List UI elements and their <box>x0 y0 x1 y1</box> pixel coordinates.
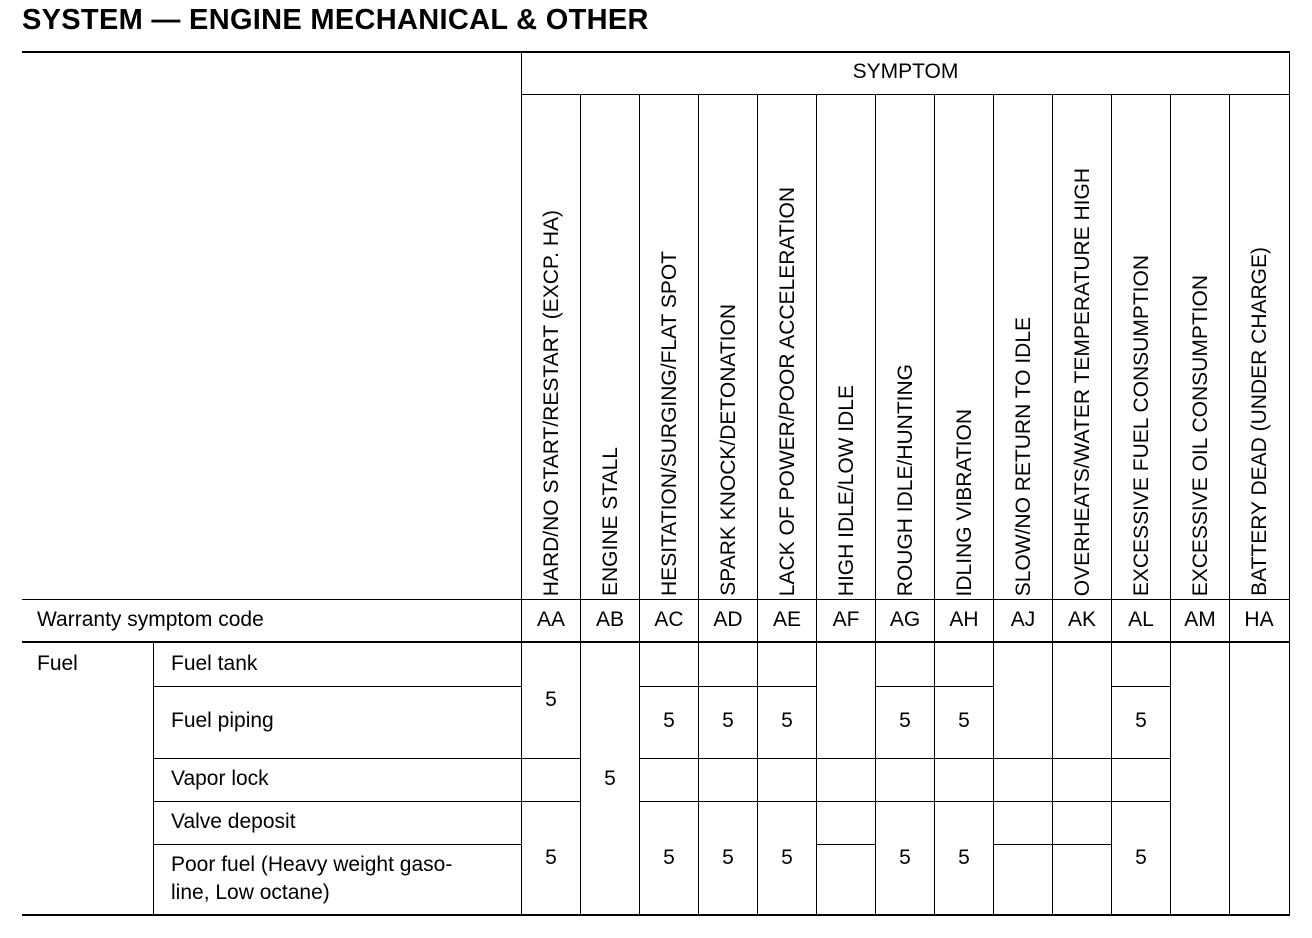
item-fuel-piping: Fuel piping <box>171 709 274 732</box>
cell-line <box>994 801 1111 802</box>
cell-line <box>817 758 875 759</box>
table-bottom-border <box>22 914 1290 916</box>
code-ak: AK <box>1067 608 1096 631</box>
warranty-code-label: Warranty symptom code <box>37 608 264 631</box>
page-title: SYSTEM — ENGINE MECHANICAL & OTHER <box>22 4 649 36</box>
code-ag: AG <box>889 608 921 631</box>
code-ha: HA <box>1244 608 1274 631</box>
symptom-ha: BATTERY DEAD (UNDER CHARGE) <box>1247 247 1271 596</box>
table-top-border <box>22 51 1290 53</box>
code-al: AL <box>1128 608 1154 631</box>
symptom-ac: HESITATION/SURGING/FLAT SPOT <box>657 251 681 596</box>
value-fp-ad: 5 <box>722 709 734 732</box>
col-divider-category <box>153 642 154 915</box>
row-divider-vapor-lock <box>154 801 522 802</box>
cell-line <box>876 758 993 759</box>
item-valve-deposit: Valve deposit <box>171 810 296 833</box>
code-row-top-border <box>22 599 1290 600</box>
value-pf-ah: 5 <box>958 846 970 869</box>
symptom-header: SYMPTOM <box>852 60 959 83</box>
value-fp-al: 5 <box>1135 709 1147 732</box>
item-fuel-tank: Fuel tank <box>171 652 258 675</box>
cell-line <box>817 801 875 802</box>
symptom-ak: OVERHEATS/WATER TEMPERATURE HIGH <box>1070 167 1094 596</box>
symptom-ae: LACK OF POWER/POOR ACCELERATION <box>775 186 799 596</box>
symptom-al: EXCESSIVE FUEL CONSUMPTION <box>1129 254 1153 596</box>
symptom-aj: SLOW/NO RETURN TO IDLE <box>1011 316 1035 596</box>
value-aa-valve-poor: 5 <box>545 846 557 869</box>
symptom-ah: IDLING VIBRATION <box>952 408 976 596</box>
value-ab-span: 5 <box>604 767 616 790</box>
value-pf-ac: 5 <box>663 846 675 869</box>
code-ad: AD <box>713 608 743 631</box>
code-ac: AC <box>654 608 684 631</box>
code-ae: AE <box>772 608 801 631</box>
cell-line <box>640 758 816 759</box>
cell-line <box>522 758 580 759</box>
category-label: Fuel <box>37 652 78 675</box>
code-am: AM <box>1184 608 1216 631</box>
symptom-ag: ROUGH IDLE/HUNTING <box>893 363 917 596</box>
code-ah: AH <box>949 608 979 631</box>
value-pf-al: 5 <box>1135 846 1147 869</box>
item-poor-fuel-line1: Poor fuel (Heavy weight gaso- <box>171 853 453 876</box>
cell-line <box>1112 801 1170 802</box>
code-row-bottom-border <box>22 641 1290 643</box>
value-fp-ac: 5 <box>663 709 675 732</box>
symptom-af: HIGH IDLE/LOW IDLE <box>834 384 858 596</box>
item-vapor-lock: Vapor lock <box>171 767 269 790</box>
value-fp-ae: 5 <box>781 709 793 732</box>
row-divider-valve-deposit <box>154 844 522 845</box>
cell-line <box>1112 686 1170 687</box>
row-divider-fuel-piping <box>154 758 522 759</box>
symptom-header-divider <box>522 94 1290 95</box>
value-pf-ad: 5 <box>722 846 734 869</box>
cell-line <box>522 801 580 802</box>
cell-line <box>817 844 875 845</box>
value-pf-ag: 5 <box>899 846 911 869</box>
value-pf-ae: 5 <box>781 846 793 869</box>
cell-line <box>876 686 993 687</box>
cell-line <box>640 686 816 687</box>
cell-line <box>994 758 1111 759</box>
cell-line <box>876 801 993 802</box>
symptom-ad: SPARK KNOCK/DETONATION <box>716 304 740 596</box>
code-aj: AJ <box>1010 608 1036 631</box>
code-aa: AA <box>536 608 565 631</box>
row-divider-fuel-tank <box>154 686 522 687</box>
value-fp-ah: 5 <box>958 709 970 732</box>
symptom-ab: ENGINE STALL <box>598 447 622 596</box>
value-fp-ag: 5 <box>899 709 911 732</box>
value-aa-fuel-tank-piping: 5 <box>545 688 557 711</box>
cell-line <box>994 844 1111 845</box>
code-af: AF <box>832 608 860 631</box>
item-poor-fuel-line2: line, Low octane) <box>171 881 330 904</box>
cell-line <box>1112 758 1170 759</box>
cell-line <box>640 801 816 802</box>
code-ab: AB <box>595 608 624 631</box>
table-right-border <box>1289 52 1290 915</box>
symptom-am: EXCESSIVE OIL CONSUMPTION <box>1188 274 1212 596</box>
symptom-aa: HARD/NO START/RESTART (EXCP. HA) <box>539 209 563 596</box>
